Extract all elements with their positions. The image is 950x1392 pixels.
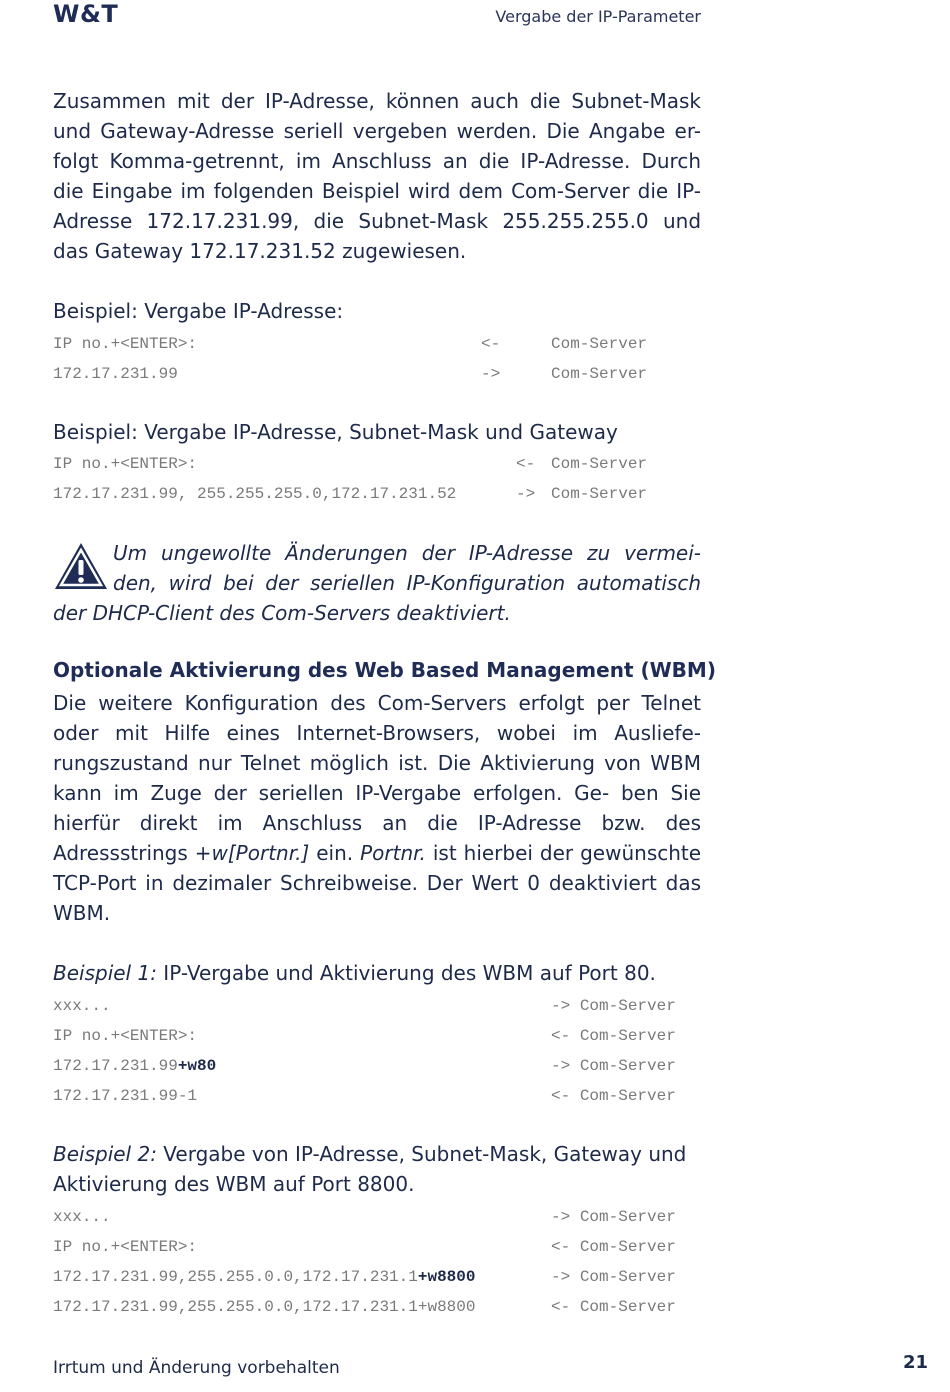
- wbm-line: rungszustand nur Telnet möglich ist. Die Aktivierung von: [53, 751, 641, 775]
- running-title: Vergabe der IP-Parameter: [495, 7, 701, 26]
- example-1-row: IP no.+<ENTER>:: [53, 1027, 198, 1045]
- target: Com-Server: [579, 1057, 676, 1075]
- wbm-line: gewünschte TCP-Port in dezimaler Schreibweise. Der Wert 0: [53, 841, 702, 895]
- example-2-row: xxx...: [53, 1208, 111, 1226]
- example-b-arrow: ->: [516, 485, 536, 503]
- label-text: IP-Vergabe und Aktivierung des WBM auf Port 80.: [163, 961, 656, 985]
- arrow: ->: [551, 1057, 571, 1075]
- example-2-row: IP no.+<ENTER>:: [53, 1238, 198, 1256]
- wbm-line: WBM kann im Zuge der seriellen IP-Vergabe erfolgen. Ge-: [53, 751, 702, 805]
- example-2-label: [53, 1139, 686, 1169]
- example-b-target: Com-Server: [551, 485, 648, 503]
- arrow: <-: [551, 1298, 571, 1316]
- code-text: 172.17.231.99,255.255.0.0,172.17.231.1: [53, 1268, 418, 1286]
- example-1-target: [551, 991, 676, 1021]
- example-b-arrow: <-: [516, 455, 536, 473]
- wbm-line: Die weitere Konfiguration des Com-Servers erfolgt per Telnet: [53, 691, 701, 715]
- example-1-target: [551, 1021, 676, 1051]
- intro-line: IP-Adresse 172.17.231.99, die Subnet-Mask 255.255.255.0: [53, 179, 701, 233]
- intro-line: und das Gateway 172.17.231.52 zugewiesen.: [53, 209, 702, 263]
- example-b-target: Com-Server: [551, 455, 648, 473]
- arrow: ->: [551, 1208, 571, 1226]
- intro-paragraph: [53, 86, 701, 266]
- target: Com-Server: [579, 1087, 676, 1105]
- example-2-label-line2: Aktivierung des WBM auf Port 8800.: [53, 1172, 415, 1196]
- text-run: des Adressstrings: [53, 811, 702, 865]
- example-2-target: [551, 1202, 676, 1232]
- target: Com-Server: [579, 1208, 676, 1226]
- label-emphasis: Beispiel 1:: [53, 961, 157, 985]
- text-run-emphasis: Portnr.: [360, 841, 426, 865]
- label-emphasis: Beispiel 2:: [53, 1142, 157, 1166]
- example-1-target: [551, 1081, 676, 1111]
- warning-line: der DHCP-Client des Com-Servers deaktiviert.: [53, 601, 511, 625]
- code-bold: +w8800: [417, 1268, 476, 1286]
- example-2-target: [551, 1262, 676, 1292]
- arrow: <-: [551, 1027, 571, 1045]
- warning-line: den, wird bei der seriellen IP-Konfiguration automatisch: [113, 571, 701, 595]
- example-2-row: 172.17.231.99,255.255.0.0,172.17.231.1+w8800: [53, 1298, 476, 1316]
- example-a-row: IP no.+<ENTER>:: [53, 335, 198, 353]
- code-bold: +w80: [177, 1057, 217, 1075]
- example-a-target: Com-Server: [551, 365, 648, 383]
- target: Com-Server: [579, 1027, 676, 1045]
- example-a-arrow: ->: [481, 365, 501, 383]
- intro-line: die Eingabe im folgenden Beispiel wird dem Com-Server die: [53, 179, 669, 203]
- page-number: 21: [902, 1352, 928, 1373]
- example-1-row: xxx...: [53, 997, 111, 1015]
- footer-note: Irrtum und Änderung vorbehalten: [53, 1358, 340, 1378]
- example-1-row: 172.17.231.99-1: [53, 1087, 198, 1105]
- arrow: <-: [551, 1087, 571, 1105]
- target: Com-Server: [579, 1268, 676, 1286]
- wbm-paragraph: [53, 688, 701, 928]
- example-1-label: [53, 958, 656, 988]
- arrow: <-: [551, 1238, 571, 1256]
- label-text: Vergabe von IP-Adresse, Subnet-Mask, Gateway und: [163, 1142, 687, 1166]
- warning-line: Um ungewollte Änderungen der IP-Adresse zu vermei-: [113, 541, 701, 565]
- brand-logo: W&T: [53, 0, 119, 28]
- example-2-target: [551, 1232, 676, 1262]
- example-a-row: 172.17.231.99: [53, 365, 178, 383]
- section-heading: Optionale Aktivierung des Web Based Management (WBM): [53, 658, 716, 682]
- warning-text: [53, 538, 701, 628]
- example-b-row: IP no.+<ENTER>:: [53, 455, 198, 473]
- text-run: ein.: [316, 841, 354, 865]
- target: Com-Server: [579, 997, 676, 1015]
- example-a-target: Com-Server: [551, 335, 648, 353]
- target: Com-Server: [579, 1238, 676, 1256]
- wbm-line: deaktiviert das WBM.: [53, 871, 701, 925]
- text-run: ist hierbei der: [432, 841, 574, 865]
- code-text: 172.17.231.99: [53, 1057, 178, 1075]
- example-b-label: Beispiel: Vergabe IP-Adresse, Subnet-Mask und Gateway: [53, 420, 618, 444]
- intro-line: Zusammen mit der IP-Adresse, können auch die Subnet-Mask: [53, 89, 701, 113]
- example-1-target: [551, 1051, 676, 1081]
- example-a-label: Beispiel: Vergabe IP-Adresse:: [53, 299, 344, 323]
- intro-line: und Gateway-Adresse seriell vergeben werden. Die Angabe er-: [53, 119, 701, 143]
- example-1-row: [53, 1051, 216, 1081]
- text-run-emphasis: +w[Portnr.]: [194, 841, 310, 865]
- wbm-line: oder mit Hilfe eines Internet-Browsers, wobei im Ausliefe-: [53, 721, 701, 745]
- target: Com-Server: [579, 1298, 676, 1316]
- arrow: ->: [551, 1268, 571, 1286]
- arrow: ->: [551, 997, 571, 1015]
- example-2-row: [53, 1262, 475, 1292]
- wbm-line: ben Sie hierfür direkt im Anschluss an die IP-Adresse bzw.: [53, 781, 701, 835]
- example-a-arrow: <-: [481, 335, 501, 353]
- example-b-row: 172.17.231.99, 255.255.255.0,172.17.231.52: [53, 485, 457, 503]
- intro-line: folgt Komma-getrennt, im Anschluss an die IP-Adresse. Durch: [53, 149, 701, 173]
- example-2-target: [551, 1292, 676, 1322]
